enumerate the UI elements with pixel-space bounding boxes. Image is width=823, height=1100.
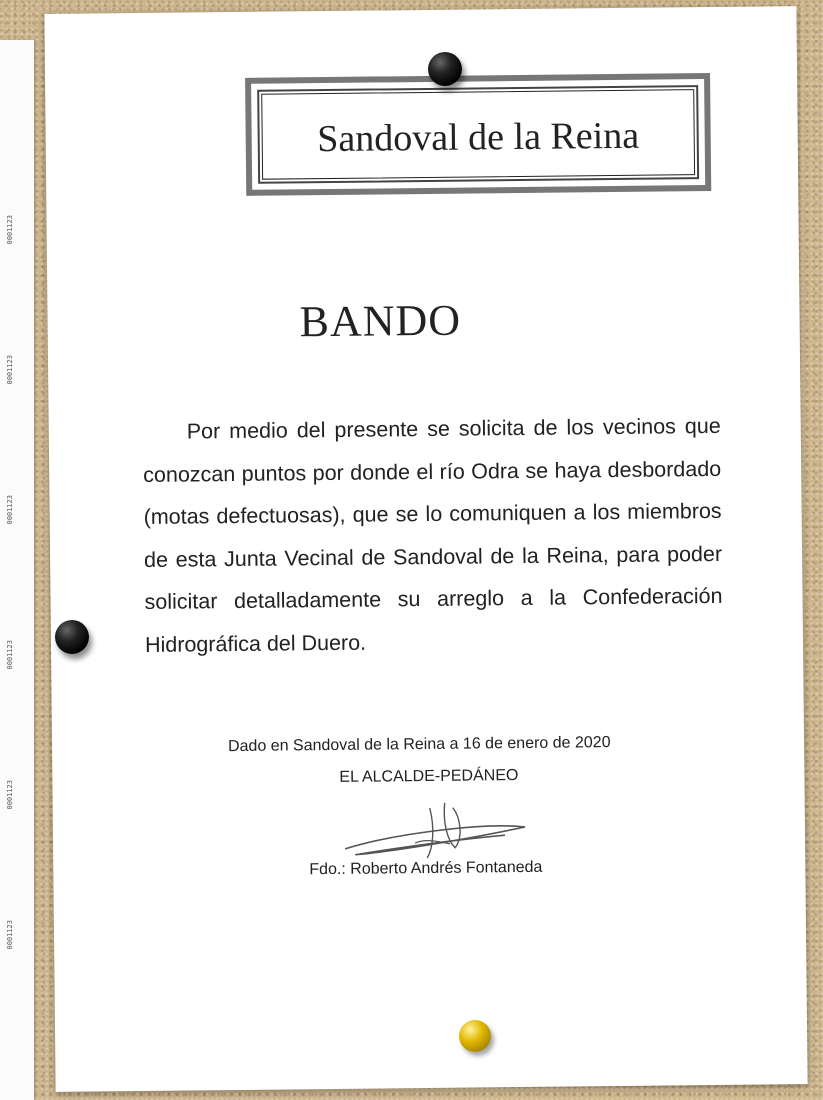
pushpin-bottom: [459, 1020, 491, 1052]
adjacent-sheet: [0, 40, 34, 1100]
sheet-mark: 0001123: [6, 215, 14, 245]
signer-title: EL ALCALDE-PEDÁNEO: [339, 767, 519, 786]
notice-paper: [44, 6, 807, 1092]
pushpin-left: [55, 620, 89, 654]
pushpin-top: [428, 52, 462, 86]
sheet-mark: 0001123: [6, 920, 14, 950]
sheet-mark: 0001123: [6, 780, 14, 810]
handwritten-signature: [334, 777, 535, 869]
title-frame: [245, 73, 711, 196]
header-title: Sandoval de la Reina: [317, 114, 640, 161]
notice-body: Por medio del presente se solicita de los vecinos que conozcan puntos por donde el río Odra se haya desbordado (motas defectuosas), que se lo comuniquen a los miembros de esta Junta Vecinal de Sandoval de la Reina, para poder solicitar detalladamente su arreglo a la Confederación Hidrográfica del Duero.: [143, 413, 723, 657]
sheet-mark: 0001123: [6, 355, 14, 385]
date-line: Dado en Sandoval de la Reina a 16 de enero de 2020: [227, 734, 611, 756]
sheet-mark: 0001123: [6, 640, 14, 670]
sheet-mark: 0001123: [6, 495, 14, 525]
notice-heading: BANDO: [299, 295, 462, 347]
signed-by: Fdo.: Roberto Andrés Fontaneda: [309, 858, 543, 879]
